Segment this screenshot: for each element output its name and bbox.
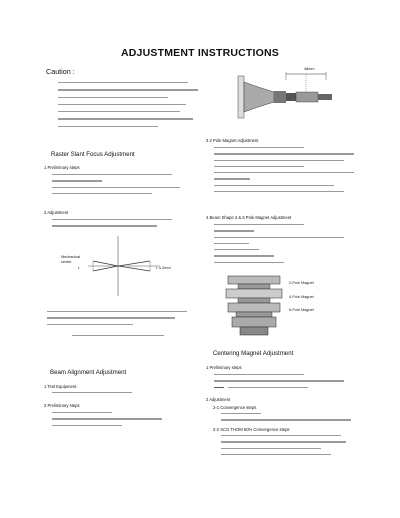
raster-after-diagram-text bbox=[47, 311, 187, 341]
two-pole-text bbox=[214, 147, 354, 192]
caution-heading: Caution : bbox=[46, 67, 75, 76]
beam-test-equipment: 1 Test Equipment bbox=[44, 384, 77, 389]
two-pole-magnet-heading: 3 2 Pole Magnet Adjustment bbox=[206, 138, 259, 143]
beam-preliminary-text bbox=[52, 412, 162, 426]
caution-text-block bbox=[58, 82, 198, 133]
beam-preliminary-steps: 2 Preliminary steps bbox=[44, 403, 80, 408]
centering-scg-steps: 2-2 SCG THOM 50% Convergence steps bbox=[213, 427, 290, 432]
raster-adjustment-text bbox=[52, 219, 172, 227]
centering-scg-text bbox=[221, 435, 346, 455]
beam-alignment-heading: Beam Alignment Adjustment bbox=[50, 369, 127, 376]
mechanical-center-label: Mechanical center bbox=[61, 255, 81, 264]
raster-step-adjustment: 2 Adjustment bbox=[44, 210, 69, 215]
centering-convergence-steps: 2-1 Convergence steps bbox=[213, 405, 257, 410]
neck-component-diagram bbox=[230, 70, 340, 122]
beam-shape-heading: 4 Beam Shape 4 & 6 Pole Magnet Adjustment bbox=[206, 215, 292, 220]
centering-magnet-heading: Centering Magnet Adjustment bbox=[213, 350, 294, 357]
page-title: ADJUSTMENT INSTRUCTIONS bbox=[120, 47, 280, 59]
beam-shape-text bbox=[214, 224, 344, 263]
focus-crosshair-diagram bbox=[88, 236, 160, 296]
label-4pole-magnet: 4-Pole Magnet bbox=[289, 295, 314, 299]
L-equation: L ≤ 2mm bbox=[156, 266, 171, 270]
centering-adjustment: 2 Adjustment bbox=[206, 397, 231, 402]
centering-convergence-text bbox=[221, 413, 351, 421]
raster-step-preliminary: 1 Preliminary steps bbox=[44, 165, 80, 170]
label-6pole-magnet: 6-Pole Magnet bbox=[289, 308, 314, 312]
neck-dimension-label: 48mm bbox=[304, 67, 315, 71]
raster-slant-heading: Raster Slant Focus Adjustment bbox=[51, 151, 135, 158]
magnet-stack-diagram bbox=[222, 276, 286, 336]
L-label-left: L bbox=[78, 266, 81, 270]
label-2pole-magnet: 2-Pole Magnet bbox=[289, 281, 314, 285]
centering-preliminary-text bbox=[214, 374, 344, 388]
centering-preliminary-steps: 1 Preliminary steps bbox=[206, 365, 242, 370]
beam-test-equipment-text bbox=[52, 392, 132, 393]
raster-preliminary-text bbox=[52, 174, 180, 199]
